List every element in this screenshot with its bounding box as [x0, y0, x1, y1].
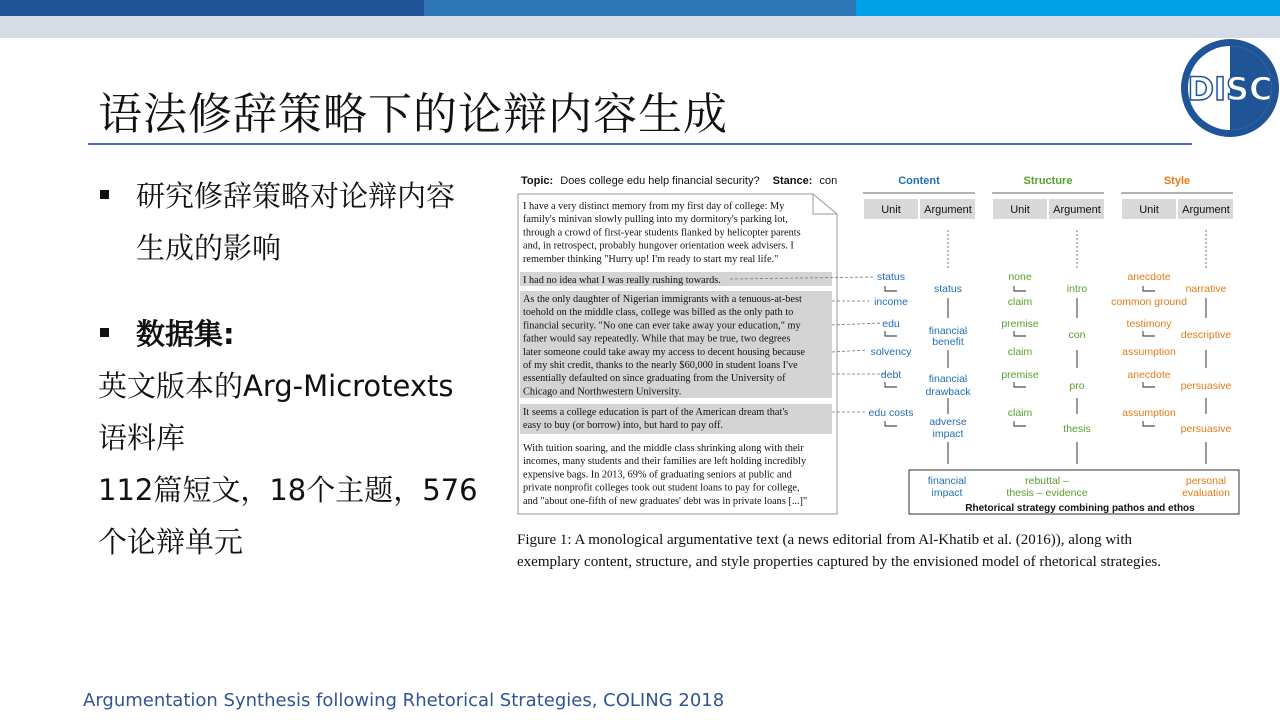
- strategy-footer-label: impact: [931, 487, 963, 499]
- unit-label: assumption: [1122, 407, 1176, 419]
- bullet-dataset: [98, 308, 498, 360]
- unit-arrow-icon: [1014, 331, 1026, 336]
- argument-label: financial: [928, 373, 968, 385]
- unit-label: claim: [1007, 296, 1033, 308]
- svg-text:Topic: Does college edu he: [521, 175, 837, 187]
- dataset-line-2: 语料库: [98, 421, 186, 455]
- unit-label: income: [874, 296, 908, 308]
- logo-text: DISC: [1187, 70, 1273, 108]
- unit-arrow-icon: [1143, 421, 1155, 426]
- document-line: through a crowd of first-year students flanked by helicopter parents: [523, 227, 801, 239]
- bullet-dataset-label: 数据集:: [136, 317, 235, 351]
- argument-label: descriptive: [1180, 329, 1232, 341]
- document-line: father would say repeatedly. While that may be true, two degrees: [523, 333, 791, 345]
- disc-logo: [1176, 38, 1280, 142]
- unit-arrow-icon: [1143, 286, 1155, 291]
- banner-segment-mid: [424, 0, 856, 16]
- unit-label: common ground: [1111, 296, 1187, 308]
- unit-arrow-icon: [885, 421, 897, 426]
- dataset-line-4: 个论辩单元: [98, 525, 244, 559]
- strategy-footer-label: thesis – evidence: [1006, 487, 1088, 499]
- unit-label: anecdote: [1127, 271, 1171, 283]
- argument-label: intro: [1066, 283, 1088, 295]
- argument-header-label: Argument: [1182, 204, 1230, 216]
- unit-label: anecdote: [1127, 369, 1171, 381]
- unit-arrow-icon: [885, 382, 897, 387]
- strategy-caption: Rhetorical strategy combining pathos and ethos: [965, 503, 1195, 514]
- argument-label: status: [933, 283, 963, 295]
- document-line: essentially defaulted on since graduating from the University of: [523, 373, 786, 385]
- argument-header-label: Argument: [1053, 204, 1101, 216]
- argument-label: con: [1068, 329, 1086, 341]
- document-line: private nonprofit colleges took out student loans to pay for college,: [523, 482, 800, 494]
- document-line: remember thinking "Hurry up! I'm ready to start my real life.": [523, 253, 779, 265]
- column-title: Content: [898, 175, 940, 187]
- strategy-footer-label: personal: [1185, 475, 1227, 487]
- document-text: [523, 201, 807, 507]
- unit-header-label: Unit: [1139, 204, 1159, 216]
- unit-label: premise: [1001, 369, 1039, 381]
- document-line: later someone could take away my access to decent housing because: [523, 346, 805, 358]
- unit-label: claim: [1007, 407, 1033, 419]
- argument-label: persuasive: [1180, 423, 1232, 435]
- unit-label: edu: [882, 318, 900, 330]
- topic-label: Topic:: [521, 175, 554, 187]
- argument-label: drawback: [925, 386, 971, 398]
- unit-arrow-icon: [1143, 382, 1155, 387]
- unit-label: assumption: [1122, 346, 1176, 358]
- strategy-footer-label: financial: [927, 475, 967, 487]
- rhetorical-strategy-figure: [515, 168, 1255, 588]
- bullet-research: [98, 170, 498, 274]
- bullet-research-line2: 生成的影响: [136, 231, 282, 265]
- column-title: Structure: [1023, 175, 1073, 187]
- stance-text: con: [819, 175, 838, 187]
- unit-label: premise: [1001, 318, 1039, 330]
- strategy-columns: [863, 175, 1233, 499]
- document-line: and "about one-fifth of new graduates' debt was in private loans [...]": [523, 495, 808, 507]
- topic-text: Does college edu help financial security?: [560, 175, 760, 187]
- column-content: [863, 175, 975, 499]
- dataset-line-3: 112篇短文，18个主题，576: [98, 473, 478, 507]
- strategy-footer-label: evaluation: [1182, 487, 1230, 499]
- unit-arrow-icon: [1014, 382, 1026, 387]
- dataset-line-1: 英文版本的Arg-Microtexts: [98, 369, 454, 403]
- argument-label: impact: [932, 428, 964, 440]
- unit-label: claim: [1007, 346, 1033, 358]
- argument-label: pro: [1069, 380, 1085, 392]
- bullet-square-icon: [100, 190, 109, 199]
- argument-label: adverse: [929, 416, 967, 428]
- unit-label: debt: [880, 369, 902, 381]
- unit-arrow-icon: [885, 286, 897, 291]
- argument-label: thesis: [1063, 423, 1091, 435]
- banner-segment-light: [856, 0, 1280, 16]
- unit-label: edu costs: [868, 407, 914, 419]
- document-line: As the only daughter of Nigerian immigrants with a tenuous-at-best: [523, 294, 802, 305]
- document-line: financial security. "No one can ever take away your education," my: [523, 320, 801, 332]
- document-line: I have a very distinct memory from my first day of college: My: [523, 201, 785, 212]
- unit-arrow-icon: [885, 331, 897, 336]
- unit-label: none: [1008, 271, 1032, 283]
- title-underline: [88, 143, 1192, 145]
- document-line: toehold on the middle class, college was billed as the only path to: [523, 307, 794, 319]
- document-line: incomes, many students and their families are left holding incredibly: [523, 456, 807, 468]
- document-line: family's minivan slowly pulling into my dormitory's parking lot,: [523, 214, 788, 226]
- unit-header-label: Unit: [881, 204, 901, 216]
- argument-header-label: Argument: [924, 204, 972, 216]
- document-line: and, in retrospect, probably hungover orientation week advisers. I: [523, 240, 794, 252]
- slide-title: 语法修辞策略下的论辩内容生成: [98, 89, 728, 140]
- unit-arrow-icon: [1014, 421, 1026, 426]
- unit-header-label: Unit: [1010, 204, 1030, 216]
- column-style: [1111, 175, 1233, 499]
- stance-label: Stance:: [772, 175, 813, 187]
- column-structure: [992, 175, 1104, 499]
- top-banner: [0, 0, 1280, 38]
- figure-caption-line2: exemplary content, structure, and style properties captured by the envisioned model of rhetorical strategies.: [517, 554, 1161, 570]
- left-column: [98, 170, 498, 568]
- argument-label: financial: [928, 325, 968, 337]
- unit-label: solvency: [870, 346, 912, 358]
- argument-label: persuasive: [1180, 380, 1232, 392]
- argument-label: narrative: [1185, 283, 1227, 295]
- document-line: With tuition soaring, and the middle class shrinking along with their: [523, 443, 804, 454]
- unit-arrow-icon: [1014, 286, 1026, 291]
- bullet-research-line1: 研究修辞策略对论辩内容: [136, 179, 456, 213]
- document-line: It seems a college education is part of the American dream that's: [523, 407, 789, 418]
- document-line: of my shit credit, thanks to the nearly $60,000 in student loans I've: [523, 360, 798, 371]
- document-line: Chicago and Northwestern University.: [523, 386, 682, 398]
- bullet-square-icon: [100, 328, 109, 337]
- strategy-footer-label: rebuttal –: [1025, 475, 1069, 487]
- unit-label: status: [876, 271, 906, 283]
- footer-citation: Argumentation Synthesis following Rhetorical Strategies, COLING 2018: [83, 690, 725, 711]
- document-line: I had no idea what I was really rushing towards.: [523, 275, 721, 286]
- banner-segment-dark: [0, 0, 424, 16]
- document-line: easy to buy (or borrow) into, but hard to pay off.: [523, 420, 723, 432]
- argument-label: benefit: [932, 336, 964, 348]
- unit-arrow-icon: [1143, 331, 1155, 336]
- column-title: Style: [1163, 175, 1191, 187]
- figure-caption-line1: Figure 1: A monological argumentative text (a news editorial from Al-Khatib et al. (2016)), along with: [517, 532, 1132, 548]
- unit-label: testimony: [1126, 318, 1172, 330]
- document-line: expensive bags. In 2013, 69% of graduating seniors at public and: [523, 469, 792, 481]
